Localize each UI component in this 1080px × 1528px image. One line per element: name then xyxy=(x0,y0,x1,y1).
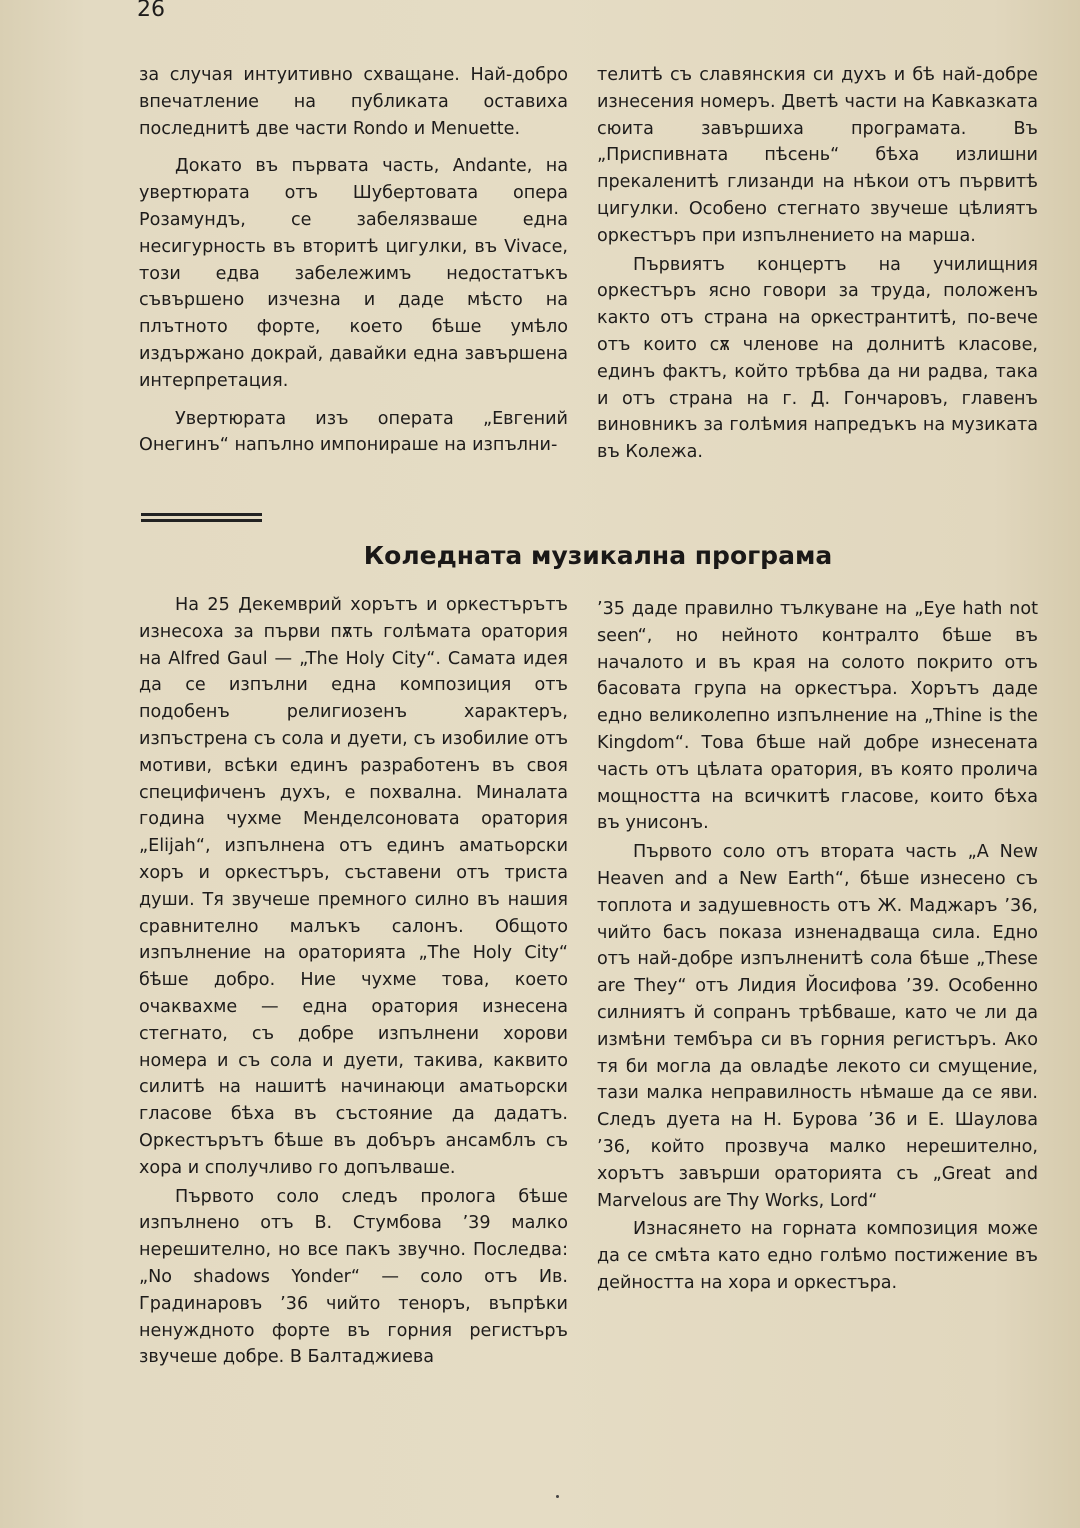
paragraph: На 25 Декемврий хорътъ и оркестърътъ изнесоха за първи пѫть голѣмата оратория на Alfred Gaul — „The Holy City“. Самата идея да се изпълни една композиция отъ подобенъ религиозенъ характеръ, изпъстрена съ сола и дуети, съ изобилие отъ мотиви, всѣки единъ разработенъ въ своя специфиченъ духъ, е похвална. Миналата година чухме Менделсоновата оратория „Elijah“, изпълнена отъ единъ аматьорски хоръ и оркестъръ, съставени отъ триста души. Тя звучеше премного силно въ нашия сравнително малъкъ салонъ. Общото изпълнение на ораторията „The Holy City“ бѣше добро. Ние чухме това, което очаквахме — една оратория изнесена стегнато, съ добре изпълнени хорови номера и съ сола и дуети, такива, каквито силитѣ на нашитѣ начинаюци аматьорски гласове бѣха въ състояние да дадатъ. Оркестърътъ бѣше въ добъръ ансамблъ съ хора и сполучливо го допълваше. xyxy=(139,595,568,1178)
paragraph: Докато въ първата часть, Andante, на увертюрата отъ Шубертовата опера Розамундъ, се забелязваше една несигурность въ вторитѣ цигулки, въ Vivace, този едва забележимъ недостатъкъ съвършено изчезна и даде мѣсто на плътното форте, което бѣше умѣло издържано докрай, давайки една завършена интерпретация. xyxy=(139,156,568,391)
page-number: 26 xyxy=(137,0,165,22)
paragraph: за случая интуитивно схващане. Най-добро впечатление на публиката оставиха последнитѣ две части Rondo и Menuette. xyxy=(139,65,568,139)
article-left-column xyxy=(139,592,568,1371)
paragraph: Първиятъ концертъ на училищния оркестъръ ясно говори за труда, положенъ както отъ страна на оркестрантитѣ, по-вече отъ които сѫ членове на долнитѣ класове, единъ фактъ, който трѣбва да ни радва, така и отъ страна на г. Д. Гончаровъ, главенъ виновникъ за голѣмия напредъкъ на музиката въ Колежа. xyxy=(597,254,1038,463)
paragraph: Първото соло отъ втората часть „A New Heaven and a New Earth“, бѣше изнесено съ топлота и задушевность отъ Ж. Маджаръ ’36, чийто басъ показа изненадваща сила. Едно отъ най-добре изпълненитѣ сола бѣше „These are They“ отъ Лидия Йосифова ’39. Особенно силниятъ й сопранъ трѣбваше, като че ли да измѣни тембъра си въ горния регистъръ. Ако тя би могла да овладѣе лекото си смущение, тази малка неправилность нѣмаше да се яви. Следъ дуета на Н. Бурова ’36 и Е. Шаулова ’36, който прозвуча малко нерешително, хорътъ завърши ораторията съ „Great and Marvelous are Thy Works, Lord“ xyxy=(597,842,1038,1211)
paragraph: Увертюрата изъ операта „Евгений Онегинъ“ напълно импонираше на изпълни- xyxy=(139,408,568,456)
paragraph: ’35 даде правилно тълкуване на „Eye hath not seen“, но нейното контралто бѣше въ началото и въ края на солото покрито отъ басовата група на оркестъра. Хорътъ даде едно великолепно изпълнение на „Thine is the Kingdom“. Това бѣше най добре изнесената часть отъ цѣлата оратория, въ която пролича мощността на всичкитѣ гласове, които бѣха въ унисонъ. xyxy=(597,599,1038,834)
paragraph: Първото соло следъ пролога бѣше изпълнено отъ В. Стумбова ’39 малко нерешително, но все пакъ звучно. Последва: „No shadows Yonder“ — соло отъ Ив. Градинаровъ ’36 чийто теноръ, въпрѣки ненуждното форте въ горния регистъръ звучеше добре. В Балтаджиева xyxy=(139,1186,568,1368)
paragraph: телитѣ съ славянския си духъ и бѣ най-добре изнесения номеръ. Дветѣ части на Кавказката сюита завършиха програмата. Въ „Приспивната пѣсень“ бѣха излишни прекаленитѣ глизанди на нѣкои отъ първитѣ цигулки. Особено стегнато звучеше цѣлиятъ оркестъръ при изпълнението на марша. xyxy=(597,65,1038,246)
article-right-column xyxy=(597,596,1038,1297)
print-speck xyxy=(556,1495,559,1498)
paragraph: Изнасянето на горната композиция може да се смѣта като едно голѣмо постижение въ дейността на хора и оркестъра. xyxy=(597,1219,1038,1293)
section-divider xyxy=(141,513,262,522)
top-right-column xyxy=(597,62,1038,466)
top-left-column xyxy=(139,62,568,459)
article-title: Коледната музикална програма xyxy=(363,541,833,570)
